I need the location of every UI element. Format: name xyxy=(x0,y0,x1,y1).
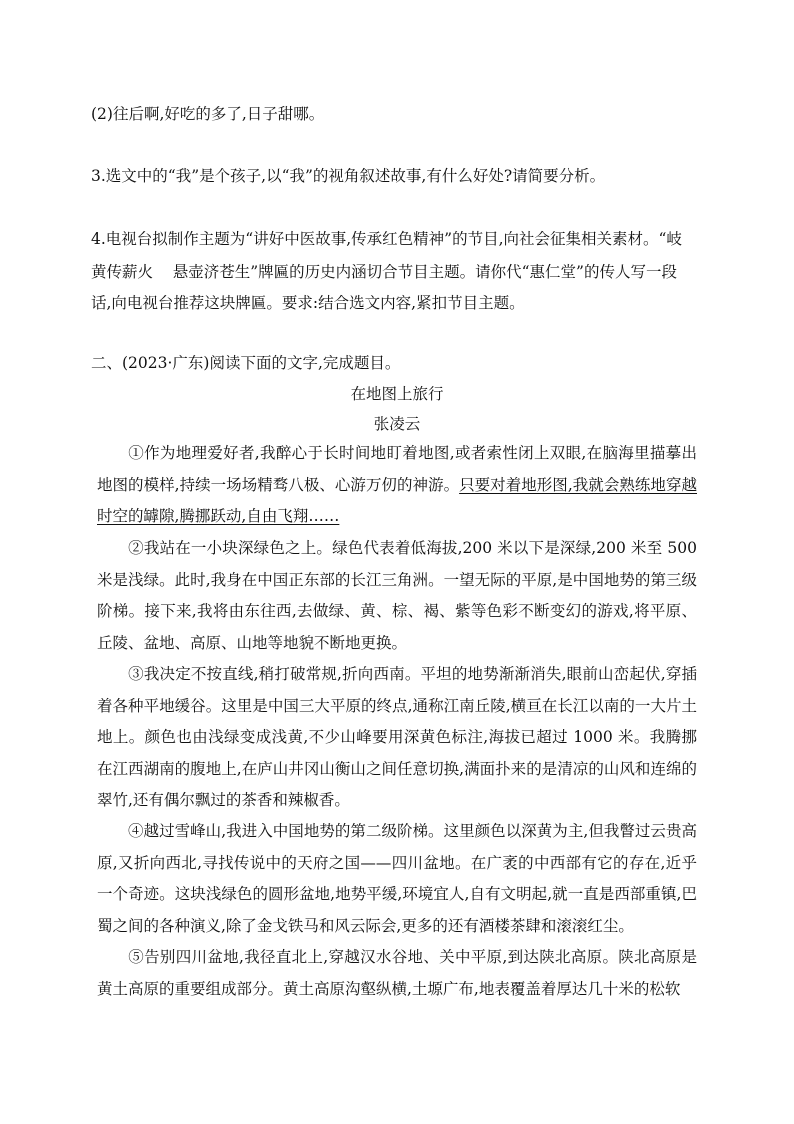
paragraph-5-text: ⑤告别四川盆地,我径直北上,穿越汉水谷地、关中平原,到达陕北高原。陕北高原是黄土高原的重要组成部分。黄土高原沟壑纵横,土塬广布,地表覆盖着厚达几十米的松软 xyxy=(97,948,697,998)
question-4-line-2: 黄传薪火 悬壶济苍生”牌匾的历史内涵切合节目主题。请你代“惠仁堂”的传人写一段 xyxy=(91,263,677,281)
article-paragraph-5 xyxy=(97,942,697,1005)
paragraph-2-text: ②我站在一小块深绿色之上。绿色代表着低海拔,200 米以下是深绿,200 米至 500 米是浅绿。此时,我身在中国正东部的长江三角洲。一望无际的平原,是中国地势的第三级阶梯。接下来,我将由东往西,去做绿、黄、棕、褐、紫等色彩不断变幻的游戏,将平原、丘陵、盆地、高原、山地等地貌不断地更换。 xyxy=(97,539,697,652)
section-2-heading: 二、(2023·广东)阅读下面的文字,完成题目。 xyxy=(91,354,401,372)
question-4-line-1: 4.电视台拟制作主题为“讲好中医故事,传承红色精神”的节目,向社会征集相关素材。“岐 xyxy=(91,230,682,248)
article-paragraph-1 xyxy=(97,438,697,533)
article-paragraph-3 xyxy=(97,659,697,817)
underlined-sentence: 只要对着地形图,我就会熟练地穿越时空的罅隙,腾挪跃动,自由飞翔…… xyxy=(97,475,697,525)
article-paragraph-4 xyxy=(97,816,697,942)
paragraph-4-text: ④越过雪峰山,我进入中国地势的第二级阶梯。这里颜色以深黄为主,但我瞥过云贵高原,又折向西北,寻找传说中的天府之国——四川盆地。在广袤的中西部有它的存在,近乎一个奇迹。这块浅绿色的圆形盆地,地势平缓,环境宜人,自有文明起,就一直是西部重镇,巴蜀之间的各种演义,除了金戈铁马和风云际会,更多的还有酒楼茶肆和滚滚红尘。 xyxy=(97,822,697,935)
paragraph-1-text: ①作为地理爱好者,我醉心于长时间地盯着地图,或者索性闭上双眼,在脑海里描摹出地图的模样,持续一场场精骛八极、心游万仞的神游。 xyxy=(97,444,697,494)
paragraph-3-text: ③我决定不按直线,稍打破常规,折向西南。平坦的地势渐渐消失,眼前山峦起伏,穿插着各种平地缓谷。这里是中国三大平原的终点,通称江南丘陵,横亘在长江以南的一大片土地上。颜色也由浅绿变成浅黄,不少山峰要用深黄色标注,海拔已超过 1000 米。我腾挪在江西湖南的腹地上,在庐山井冈山衡山之间任意切换,满面扑来的是清凉的山风和连绵的翠竹,还有偶尔飘过的茶香和辣椒香。 xyxy=(97,665,697,809)
article-title: 在地图上旅行 xyxy=(350,385,444,403)
question-4-line-3: 话,向电视台推荐这块牌匾。要求:结合选文内容,紧扣节目主题。 xyxy=(91,294,525,312)
article-author: 张凌云 xyxy=(373,415,421,433)
question-2-answer: (2)往后啊,好吃的多了,日子甜哪。 xyxy=(91,105,325,123)
article-paragraph-2 xyxy=(97,533,697,659)
question-3: 3.选文中的“我”是个孩子,以“我”的视角叙述故事,有什么好处?请简要分析。 xyxy=(91,167,606,185)
